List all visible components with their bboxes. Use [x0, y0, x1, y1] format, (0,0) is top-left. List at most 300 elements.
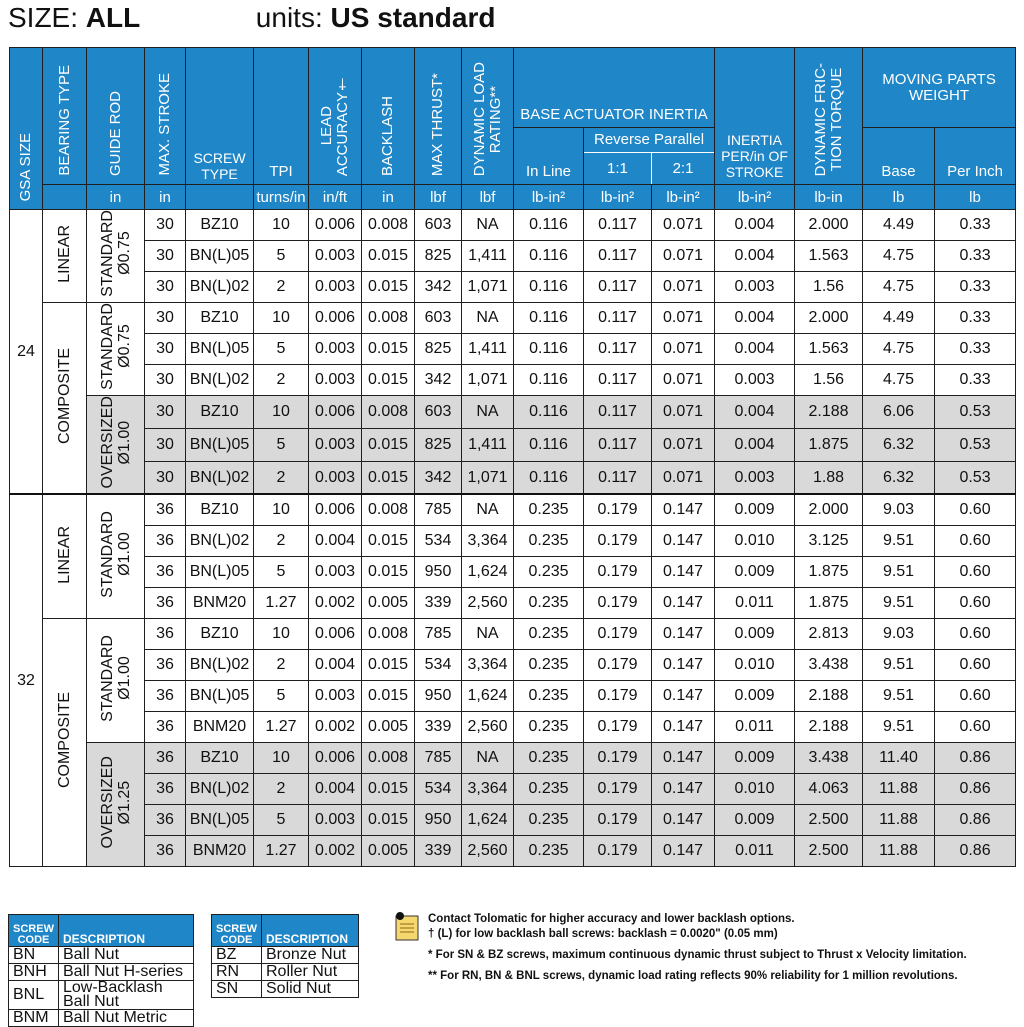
- data-cell: NA: [462, 396, 514, 429]
- data-cell: 0.010: [715, 774, 795, 805]
- data-cell: BNM20: [186, 712, 254, 743]
- data-cell: 0.015: [362, 650, 415, 681]
- data-cell: 0.235: [514, 712, 584, 743]
- data-cell: 36: [145, 805, 186, 836]
- unit-cell: lb-in: [795, 185, 863, 210]
- data-cell: 0.006: [309, 396, 362, 429]
- data-cell: 36: [145, 712, 186, 743]
- guide-rod-label: STANDARD Ø0.75: [98, 303, 133, 390]
- data-cell: 2: [254, 272, 309, 303]
- legend-code: BNL: [9, 981, 59, 1010]
- data-cell: 0.60: [935, 526, 1016, 557]
- data-cell: 0.003: [715, 461, 795, 494]
- data-cell: 0.179: [584, 712, 652, 743]
- data-cell: 36: [145, 774, 186, 805]
- data-cell: 785: [415, 743, 462, 774]
- guide-rod-cell: [87, 743, 145, 867]
- data-cell: 1.875: [795, 588, 863, 619]
- data-cell: 0.011: [715, 712, 795, 743]
- data-cell: 0.179: [584, 743, 652, 774]
- spec-table-container: [9, 47, 1015, 867]
- data-cell: 0.002: [309, 588, 362, 619]
- data-cell: 0.86: [935, 774, 1016, 805]
- data-cell: 339: [415, 588, 462, 619]
- data-cell: 0.011: [715, 836, 795, 867]
- data-cell: 0.003: [309, 461, 362, 494]
- header-base: Base: [863, 128, 935, 185]
- table-row: [10, 712, 1016, 743]
- data-cell: 1,411: [462, 428, 514, 461]
- gsa-size-cell: 32: [10, 494, 43, 867]
- table-row: [10, 461, 1016, 494]
- data-cell: 0.006: [309, 494, 362, 526]
- data-cell: 4.75: [863, 365, 935, 396]
- data-cell: 3,364: [462, 526, 514, 557]
- header-moving-parts: MOVING PARTS WEIGHT: [863, 48, 1016, 128]
- data-cell: 1.27: [254, 836, 309, 867]
- bearing-type-cell: [43, 619, 87, 867]
- data-cell: 3,364: [462, 774, 514, 805]
- data-cell: 0.179: [584, 805, 652, 836]
- legend-row: [9, 964, 194, 981]
- data-cell: 339: [415, 712, 462, 743]
- guide-rod-cell: [87, 396, 145, 495]
- data-cell: BNM20: [186, 588, 254, 619]
- legend-description: Ball Nut Metric: [59, 1010, 194, 1027]
- data-cell: 0.015: [362, 365, 415, 396]
- data-cell: 0.235: [514, 774, 584, 805]
- data-cell: 10: [254, 494, 309, 526]
- data-cell: BZ10: [186, 303, 254, 334]
- data-cell: 4.75: [863, 272, 935, 303]
- data-cell: 0.005: [362, 836, 415, 867]
- data-cell: 0.147: [652, 557, 715, 588]
- data-cell: 2: [254, 650, 309, 681]
- data-cell: 0.003: [309, 557, 362, 588]
- spec-table-body: [10, 210, 1016, 867]
- data-cell: 825: [415, 334, 462, 365]
- data-cell: 0.003: [309, 681, 362, 712]
- data-cell: 0.235: [514, 619, 584, 650]
- data-cell: 0.235: [514, 650, 584, 681]
- table-row: [10, 619, 1016, 650]
- unit-cell: lbf: [415, 185, 462, 210]
- note-thrust: * For SN & BZ screws, maximum continuous dynamic thrust subject to Thrust x Velocity limitation.: [428, 949, 967, 961]
- data-cell: 3.438: [795, 650, 863, 681]
- data-cell: 339: [415, 836, 462, 867]
- data-cell: 0.003: [309, 272, 362, 303]
- data-cell: BZ10: [186, 210, 254, 241]
- header-bearing-type: BEARING TYPE: [43, 48, 87, 185]
- data-cell: 5: [254, 557, 309, 588]
- legend-row: [212, 947, 359, 964]
- data-cell: BZ10: [186, 494, 254, 526]
- unit-cell: lb: [863, 185, 935, 210]
- unit-empty: [43, 185, 87, 210]
- table-row: [10, 334, 1016, 365]
- table-row: [10, 650, 1016, 681]
- data-cell: 0.33: [935, 303, 1016, 334]
- legend1-desc-header: DESCRIPTION: [59, 915, 194, 947]
- data-cell: 0.117: [584, 396, 652, 429]
- header-per-inch: Per Inch: [935, 128, 1016, 185]
- data-cell: 0.004: [715, 303, 795, 334]
- data-cell: NA: [462, 619, 514, 650]
- data-cell: 0.015: [362, 461, 415, 494]
- data-cell: BN(L)02: [186, 272, 254, 303]
- data-cell: 0.004: [715, 334, 795, 365]
- data-cell: 2.000: [795, 494, 863, 526]
- data-cell: 0.117: [584, 365, 652, 396]
- data-cell: BZ10: [186, 743, 254, 774]
- units-label: units:: [255, 2, 323, 33]
- data-cell: NA: [462, 743, 514, 774]
- data-cell: 9.51: [863, 681, 935, 712]
- guide-rod-label: STANDARD Ø0.75: [98, 210, 133, 297]
- legend-description: Ball Nut H-series: [59, 964, 194, 981]
- data-cell: 9.51: [863, 650, 935, 681]
- data-cell: 0.147: [652, 588, 715, 619]
- data-cell: 0.009: [715, 557, 795, 588]
- data-cell: 0.008: [362, 494, 415, 526]
- data-cell: 0.010: [715, 526, 795, 557]
- data-cell: 10: [254, 303, 309, 334]
- data-cell: 0.179: [584, 681, 652, 712]
- table-row: [10, 210, 1016, 241]
- guide-rod-label: OVERSIZED Ø1.00: [98, 396, 133, 489]
- data-cell: 0.147: [652, 774, 715, 805]
- data-cell: 3.125: [795, 526, 863, 557]
- data-cell: 342: [415, 365, 462, 396]
- data-cell: 0.071: [652, 428, 715, 461]
- table-row: [10, 743, 1016, 774]
- data-cell: 0.53: [935, 396, 1016, 429]
- data-cell: 5: [254, 428, 309, 461]
- data-cell: 0.235: [514, 743, 584, 774]
- data-cell: 11.88: [863, 774, 935, 805]
- table-row: [10, 557, 1016, 588]
- table-row: [10, 526, 1016, 557]
- data-cell: 0.071: [652, 241, 715, 272]
- data-cell: 0.015: [362, 428, 415, 461]
- header-max-thrust: MAX THRUST*: [415, 48, 462, 185]
- data-cell: 0.147: [652, 494, 715, 526]
- data-cell: 0.179: [584, 526, 652, 557]
- table-row: [10, 241, 1016, 272]
- data-cell: 0.009: [715, 743, 795, 774]
- data-cell: 950: [415, 557, 462, 588]
- header-inertia-per: INERTIA PER/in OF STROKE: [715, 48, 795, 185]
- table-row: [10, 272, 1016, 303]
- data-cell: 0.071: [652, 303, 715, 334]
- data-cell: 0.002: [309, 712, 362, 743]
- table-row: [10, 494, 1016, 526]
- note-backlash: † (L) for low backlash ball screws: backlash = 0.0020" (0.05 mm): [428, 928, 778, 940]
- bearing-type-cell: [43, 210, 87, 303]
- data-cell: 342: [415, 461, 462, 494]
- data-cell: 0.008: [362, 743, 415, 774]
- data-cell: 0.235: [514, 557, 584, 588]
- unit-cell: lb-in²: [652, 185, 715, 210]
- data-cell: 0.003: [715, 365, 795, 396]
- data-cell: 0.071: [652, 461, 715, 494]
- data-cell: 10: [254, 210, 309, 241]
- data-cell: 0.004: [715, 210, 795, 241]
- data-cell: 950: [415, 681, 462, 712]
- data-cell: 0.60: [935, 588, 1016, 619]
- bearing-label: LINEAR: [56, 224, 73, 283]
- header-max-stroke: MAX. STROKE: [145, 48, 186, 185]
- header-dynamic-load: DYNAMIC LOAD RATING**: [462, 48, 514, 185]
- data-cell: 36: [145, 743, 186, 774]
- data-cell: 6.06: [863, 396, 935, 429]
- data-cell: BN(L)02: [186, 650, 254, 681]
- data-cell: 0.117: [584, 303, 652, 334]
- data-cell: 0.117: [584, 272, 652, 303]
- data-cell: 30: [145, 334, 186, 365]
- legend-row: [9, 981, 194, 1010]
- data-cell: 0.008: [362, 396, 415, 429]
- data-cell: 0.116: [514, 365, 584, 396]
- data-cell: 0.003: [309, 365, 362, 396]
- data-cell: 0.33: [935, 210, 1016, 241]
- unit-cell: in: [145, 185, 186, 210]
- data-cell: 0.33: [935, 365, 1016, 396]
- legend1-body: [9, 947, 194, 1027]
- data-cell: 0.147: [652, 681, 715, 712]
- units-value: US standard: [330, 2, 496, 33]
- data-cell: 0.015: [362, 681, 415, 712]
- unit-cell: in: [87, 185, 145, 210]
- data-cell: 2.500: [795, 805, 863, 836]
- data-cell: 0.117: [584, 210, 652, 241]
- data-cell: 0.006: [309, 303, 362, 334]
- data-cell: 0.116: [514, 334, 584, 365]
- table-row: [10, 836, 1016, 867]
- data-cell: 30: [145, 428, 186, 461]
- table-row: [10, 428, 1016, 461]
- data-cell: 0.015: [362, 557, 415, 588]
- data-cell: 0.33: [935, 241, 1016, 272]
- data-cell: 1,071: [462, 365, 514, 396]
- size-value: ALL: [85, 2, 141, 33]
- unit-cell: lb-in²: [514, 185, 584, 210]
- bearing-type-cell: [43, 494, 87, 619]
- data-cell: 534: [415, 526, 462, 557]
- header-backlash: BACKLASH: [362, 48, 415, 185]
- legend-description: Low-Backlash Ball Nut: [59, 981, 194, 1010]
- data-cell: 0.008: [362, 303, 415, 334]
- data-cell: 0.015: [362, 774, 415, 805]
- data-cell: 0.010: [715, 650, 795, 681]
- note-load-rating: ** For RN, BN & BNL screws, dynamic load rating reflects 90% reliability for 1 million revolutions.: [428, 970, 958, 982]
- data-cell: 0.60: [935, 681, 1016, 712]
- data-cell: 1,071: [462, 461, 514, 494]
- header-ratio-2: 2:1: [672, 160, 694, 177]
- data-cell: 785: [415, 619, 462, 650]
- data-cell: 0.60: [935, 557, 1016, 588]
- data-cell: 0.60: [935, 619, 1016, 650]
- legend-code: BN: [9, 947, 59, 964]
- data-cell: 2.000: [795, 303, 863, 334]
- data-cell: 342: [415, 272, 462, 303]
- data-cell: 5: [254, 681, 309, 712]
- legend-row: [212, 964, 359, 981]
- data-cell: 0.006: [309, 210, 362, 241]
- bearing-label: COMPOSITE: [56, 347, 73, 444]
- data-cell: 30: [145, 303, 186, 334]
- data-cell: BZ10: [186, 619, 254, 650]
- data-cell: 0.179: [584, 494, 652, 526]
- header-gsa-size: GSA SIZE: [10, 48, 43, 210]
- data-cell: 9.51: [863, 557, 935, 588]
- data-cell: 0.116: [514, 396, 584, 429]
- data-cell: 0.235: [514, 588, 584, 619]
- data-cell: 10: [254, 743, 309, 774]
- page-title: [8, 0, 495, 40]
- data-cell: 9.51: [863, 712, 935, 743]
- legend-description: Roller Nut: [262, 964, 359, 981]
- legend-code: BNM: [9, 1010, 59, 1027]
- data-cell: 11.88: [863, 805, 935, 836]
- data-cell: 0.117: [584, 428, 652, 461]
- data-cell: 2,560: [462, 712, 514, 743]
- data-cell: 0.116: [514, 210, 584, 241]
- data-cell: 36: [145, 557, 186, 588]
- data-cell: 0.005: [362, 588, 415, 619]
- data-cell: 2: [254, 365, 309, 396]
- header-screw-type: SCREW TYPE: [186, 48, 254, 185]
- data-cell: 5: [254, 334, 309, 365]
- data-cell: 36: [145, 588, 186, 619]
- note-pad-icon: [392, 910, 422, 942]
- legend-code: SN: [212, 981, 262, 998]
- data-cell: 1,624: [462, 557, 514, 588]
- data-cell: 5: [254, 805, 309, 836]
- bearing-type-cell: [43, 303, 87, 495]
- data-cell: 36: [145, 526, 186, 557]
- data-cell: 0.003: [309, 805, 362, 836]
- data-cell: BN(L)05: [186, 805, 254, 836]
- data-cell: 0.179: [584, 836, 652, 867]
- data-cell: 0.003: [309, 334, 362, 365]
- data-cell: 0.002: [309, 836, 362, 867]
- data-cell: 1.27: [254, 588, 309, 619]
- data-cell: 2.000: [795, 210, 863, 241]
- data-cell: 0.015: [362, 272, 415, 303]
- data-cell: 0.60: [935, 494, 1016, 526]
- data-cell: 3,364: [462, 650, 514, 681]
- table-row: [10, 303, 1016, 334]
- data-cell: 950: [415, 805, 462, 836]
- data-cell: 0.015: [362, 334, 415, 365]
- data-cell: 0.008: [362, 210, 415, 241]
- header-tpi: TPI: [254, 48, 309, 185]
- legend1-code-header: SCREW CODE: [9, 915, 59, 947]
- data-cell: 4.49: [863, 210, 935, 241]
- data-cell: 1.56: [795, 272, 863, 303]
- data-cell: 11.40: [863, 743, 935, 774]
- header-in-line: In Line: [514, 128, 584, 185]
- data-cell: 0.004: [309, 774, 362, 805]
- data-cell: 36: [145, 494, 186, 526]
- data-cell: 0.117: [584, 461, 652, 494]
- data-cell: 1.875: [795, 557, 863, 588]
- data-cell: 0.071: [652, 365, 715, 396]
- guide-rod-label: STANDARD Ø1.00: [98, 635, 133, 722]
- data-cell: BNM20: [186, 836, 254, 867]
- data-cell: 0.003: [715, 272, 795, 303]
- data-cell: 9.03: [863, 619, 935, 650]
- spec-table: [9, 47, 1016, 867]
- data-cell: 0.116: [514, 461, 584, 494]
- data-cell: 2,560: [462, 588, 514, 619]
- data-cell: 603: [415, 396, 462, 429]
- data-cell: 9.03: [863, 494, 935, 526]
- data-cell: BN(L)05: [186, 241, 254, 272]
- data-cell: BN(L)05: [186, 681, 254, 712]
- legend2-desc-header: DESCRIPTION: [262, 915, 359, 947]
- unit-cell: lb-in²: [584, 185, 652, 210]
- data-cell: 6.32: [863, 428, 935, 461]
- data-cell: 0.235: [514, 681, 584, 712]
- data-cell: NA: [462, 303, 514, 334]
- data-cell: 825: [415, 241, 462, 272]
- data-cell: 0.60: [935, 650, 1016, 681]
- data-cell: 825: [415, 428, 462, 461]
- gsa-size-cell: 24: [10, 210, 43, 495]
- legend-code: BNH: [9, 964, 59, 981]
- table-row: [10, 588, 1016, 619]
- data-cell: 2: [254, 526, 309, 557]
- data-cell: 0.003: [309, 241, 362, 272]
- data-cell: 0.53: [935, 461, 1016, 494]
- data-cell: 1,071: [462, 272, 514, 303]
- data-cell: 0.116: [514, 241, 584, 272]
- legend2-code-header: SCREW CODE: [212, 915, 262, 947]
- data-cell: 0.147: [652, 526, 715, 557]
- data-cell: 0.179: [584, 650, 652, 681]
- guide-rod-cell: [87, 303, 145, 396]
- data-cell: 0.147: [652, 743, 715, 774]
- data-cell: 0.33: [935, 334, 1016, 365]
- data-cell: 0.147: [652, 650, 715, 681]
- data-cell: 0.147: [652, 805, 715, 836]
- data-cell: 4.49: [863, 303, 935, 334]
- data-cell: 1,411: [462, 334, 514, 365]
- legend-row: [212, 981, 359, 998]
- data-cell: 1.875: [795, 428, 863, 461]
- guide-rod-label: STANDARD Ø1.00: [98, 511, 133, 598]
- data-cell: BN(L)05: [186, 334, 254, 365]
- unit-cell: turns/in: [254, 185, 309, 210]
- data-cell: 0.004: [309, 650, 362, 681]
- legend-code: BZ: [212, 947, 262, 964]
- header-base-inertia: BASE ACTUATOR INERTIA: [514, 48, 715, 128]
- data-cell: 30: [145, 461, 186, 494]
- data-cell: 2.188: [795, 681, 863, 712]
- data-cell: 0.147: [652, 836, 715, 867]
- data-cell: 0.235: [514, 526, 584, 557]
- data-cell: 0.071: [652, 272, 715, 303]
- data-cell: 0.071: [652, 396, 715, 429]
- data-cell: 36: [145, 619, 186, 650]
- data-cell: 2.500: [795, 836, 863, 867]
- table-row: [10, 365, 1016, 396]
- data-cell: 30: [145, 210, 186, 241]
- legend-description: Ball Nut: [59, 947, 194, 964]
- data-cell: NA: [462, 494, 514, 526]
